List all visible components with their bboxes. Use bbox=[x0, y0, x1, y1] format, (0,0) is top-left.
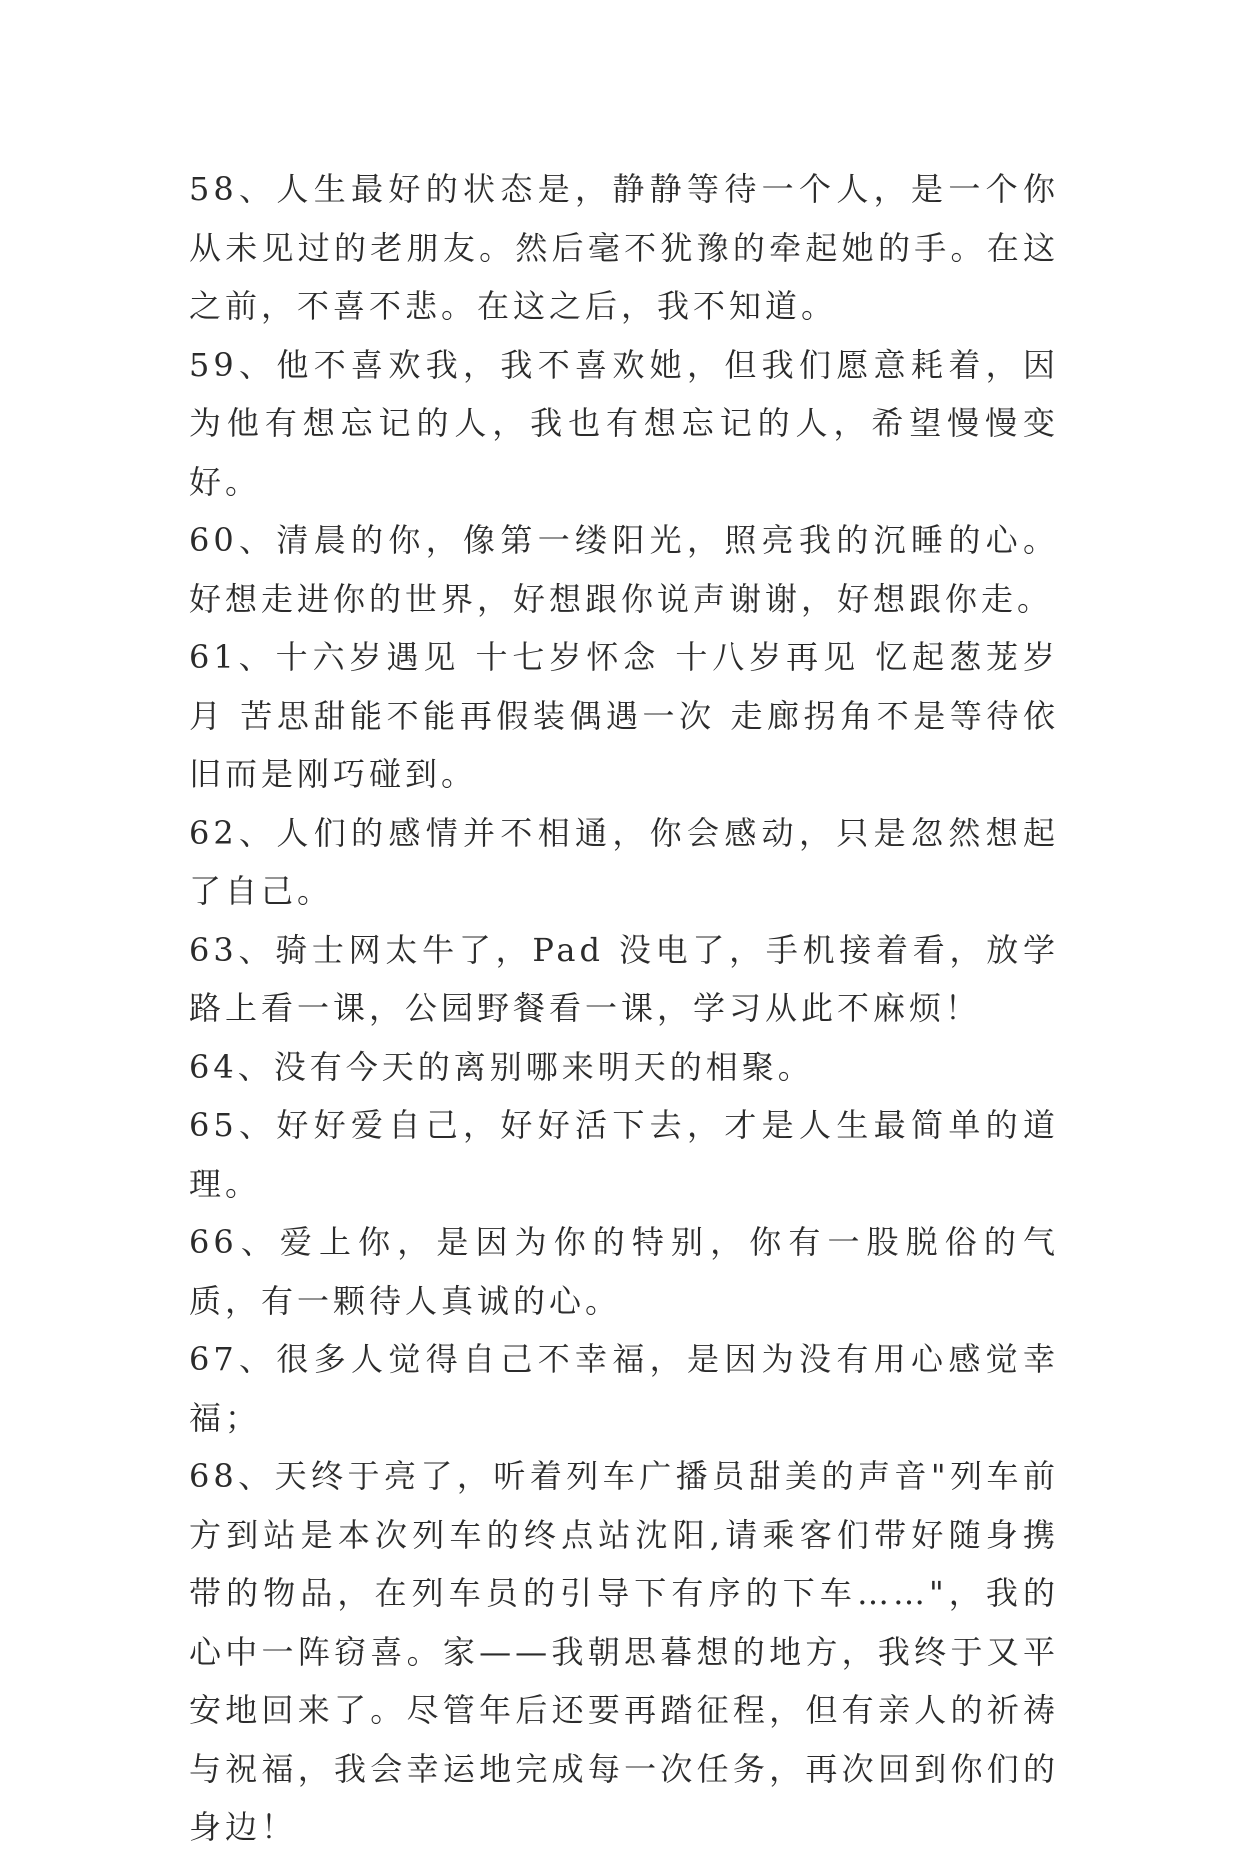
paragraph-66: 66、爱上你，是因为你的特别，你有一股脱俗的气质，有一颗待人真诚的心。 bbox=[189, 1223, 1059, 1320]
paragraph-58: 58、人生最好的状态是，静静等待一个人，是一个你从未见过的老朋友。然后毫不犹豫的牵起她的手。在这之前，不喜不悲。在这之后，我不知道。 bbox=[189, 170, 1059, 325]
paragraph-68: 68、天终于亮了，听着列车广播员甜美的声音"列车前方到站是本次列车的终点站沈阳,请乘客们带好随身携带的物品，在列车员的引导下有序的下车……"，我的心中一阵窃喜。家——我朝思暮想的地方，我终于又平安地回来了。尽管年后还要再踏征程，但有亲人的祈祷与祝福，我会幸运地完成每一次任务，再次回到你们的身边！ bbox=[189, 1457, 1059, 1846]
paragraph-60: 60、清晨的你，像第一缕阳光，照亮我的沉睡的心。好想走进你的世界，好想跟你说声谢谢，好想跟你走。 bbox=[189, 521, 1059, 618]
paragraph-63: 63、骑士网太牛了，Pad 没电了，手机接着看，放学路上看一课，公园野餐看一课，学习从此不麻烦！ bbox=[189, 930, 1059, 1027]
paragraph-65: 65、好好爱自己，好好活下去，才是人生最简单的道理。 bbox=[189, 1106, 1059, 1203]
paragraph-62: 62、人们的感情并不相通，你会感动，只是忽然想起了自己。 bbox=[189, 813, 1059, 910]
paragraph-64: 64、没有今天的离别哪来明天的相聚。 bbox=[189, 1047, 814, 1086]
document-body bbox=[189, 160, 1059, 1857]
paragraph-67: 67、很多人觉得自己不幸福，是因为没有用心感觉幸福； bbox=[189, 1340, 1059, 1437]
paragraph-59: 59、他不喜欢我，我不喜欢她，但我们愿意耗着，因为他有想忘记的人，我也有想忘记的人，希望慢慢变好。 bbox=[189, 345, 1059, 501]
paragraph-61: 61、十六岁遇见 十七岁怀念 十八岁再见 忆起葱茏岁月 苦思甜能不能再假装偶遇一次 走廊拐角不是等待依旧而是刚巧碰到。 bbox=[189, 638, 1059, 793]
